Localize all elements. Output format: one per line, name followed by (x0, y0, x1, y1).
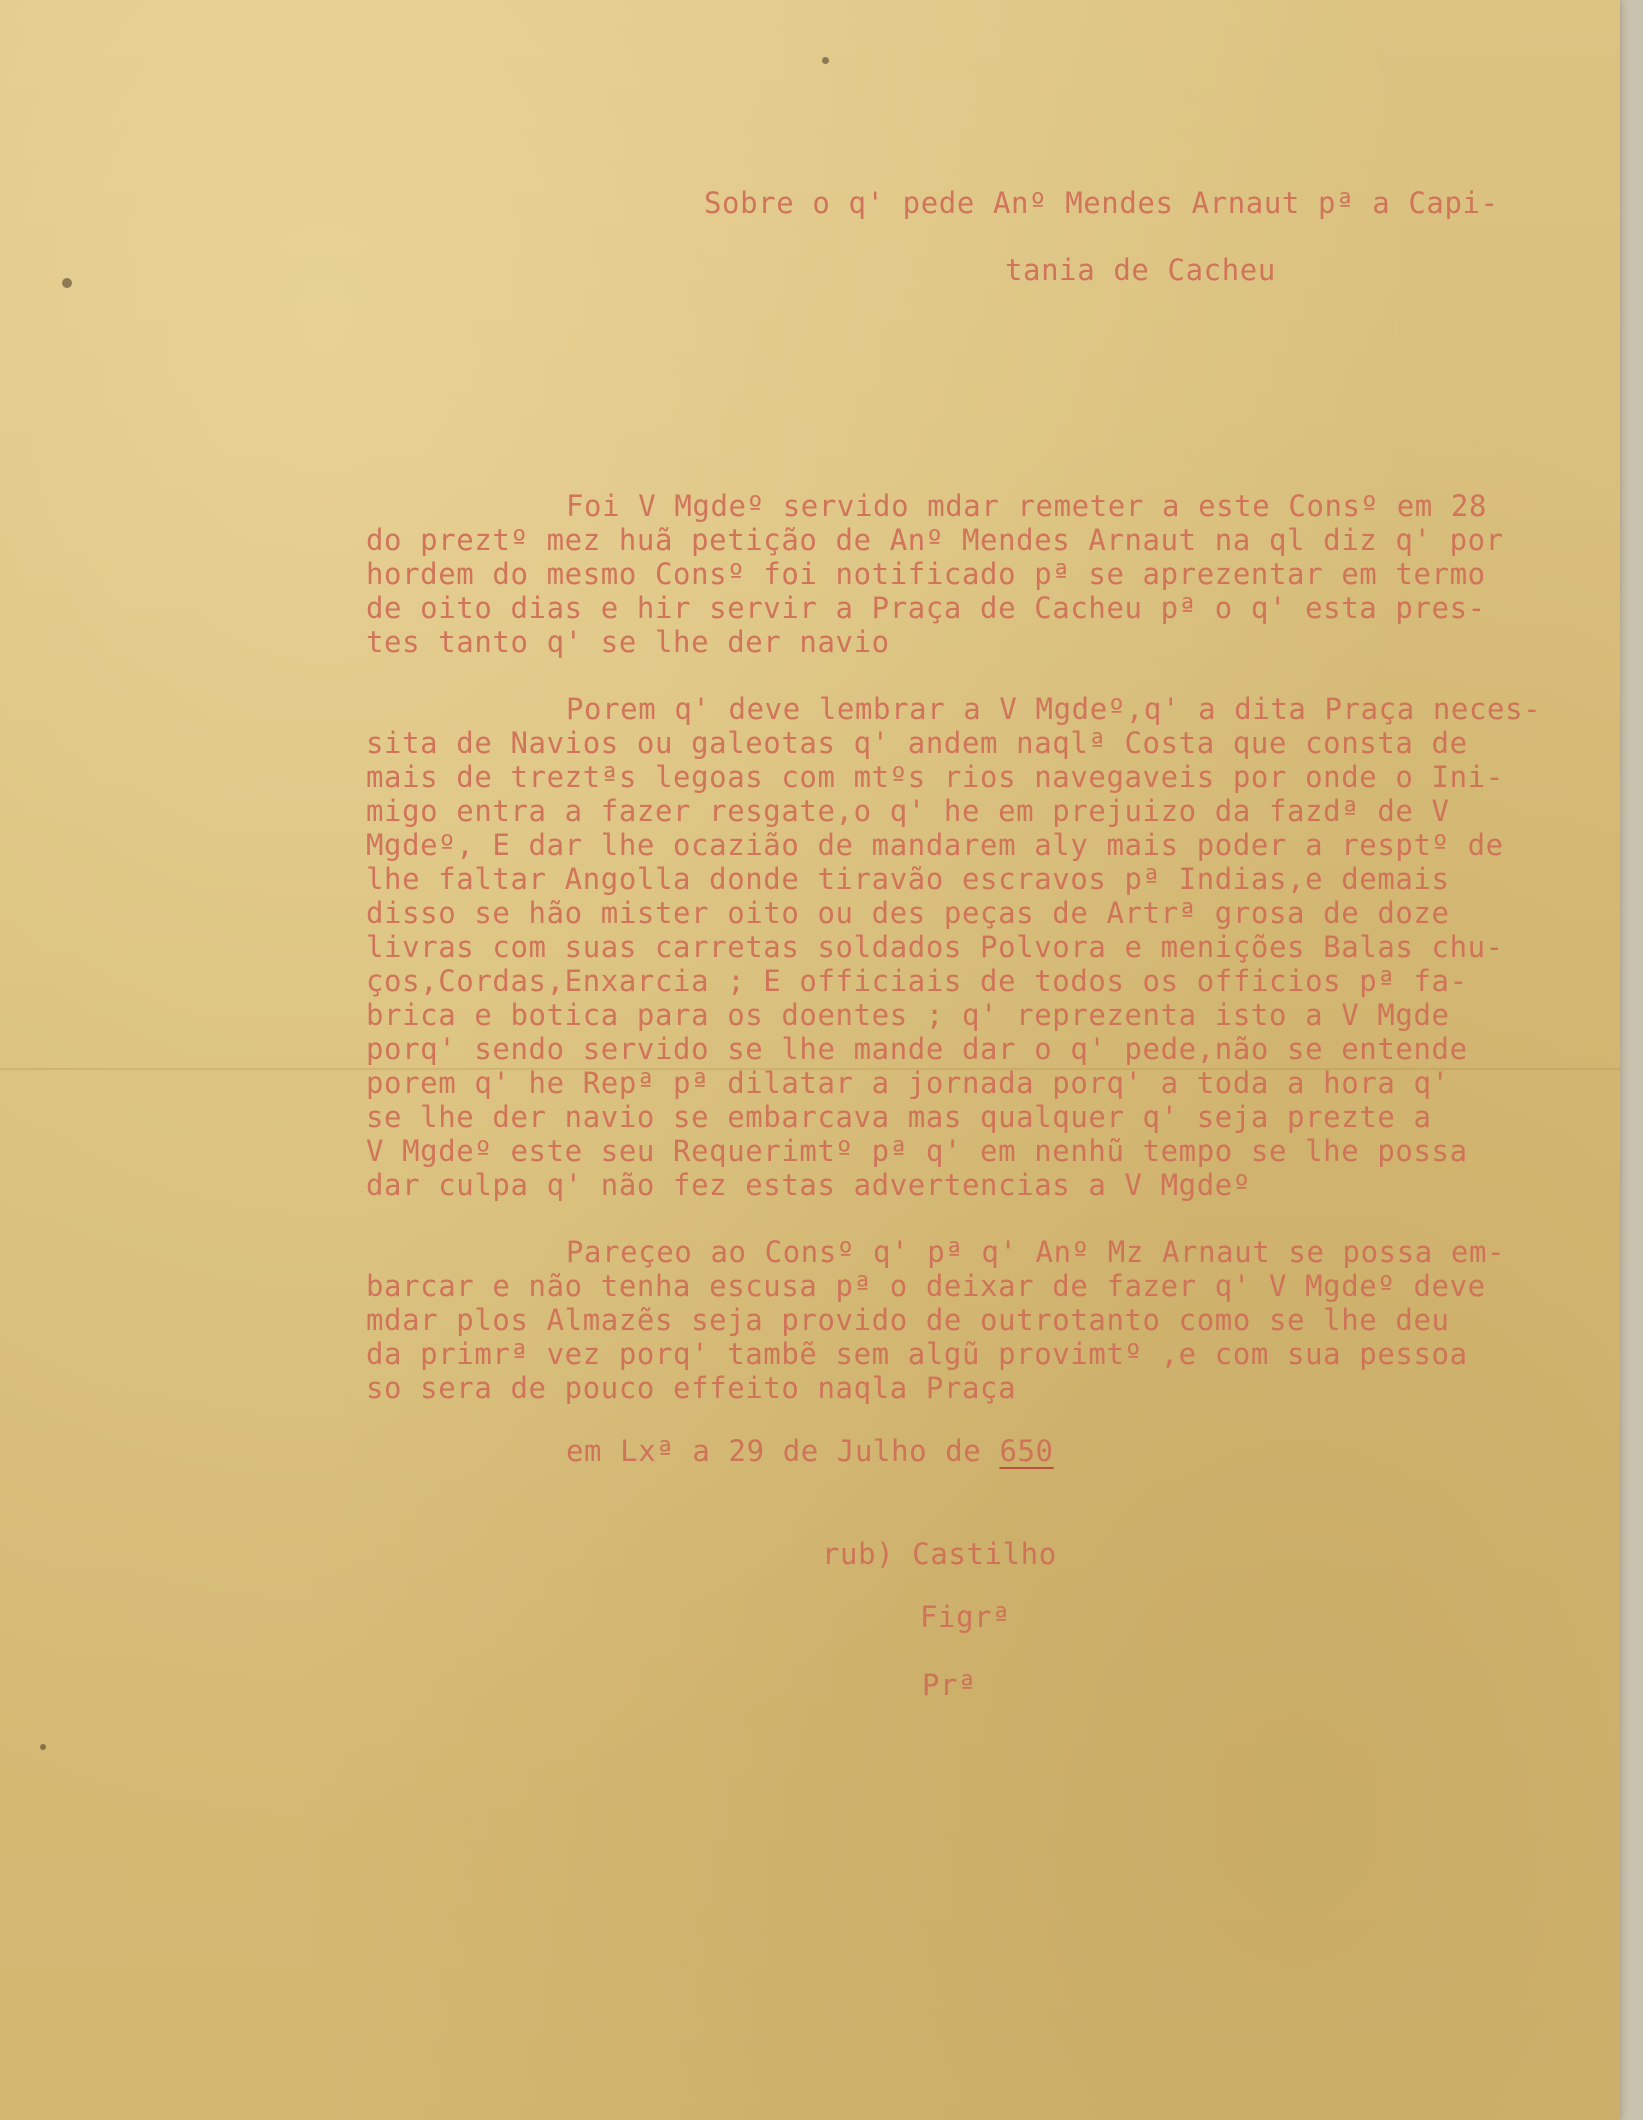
text-line: so sera de pouco effeito naqla Praça (366, 1371, 1017, 1405)
text-line: do preztº mez huã petição de Anº Mendes Arnaut na ql diz q' por (366, 523, 1504, 557)
text-line: brica e botica para os doentes ; q' reprezenta isto a V Mgde (366, 998, 1450, 1032)
text-line: dar culpa q' não fez estas advertencias a V Mgdeº (366, 1168, 1251, 1202)
text-line: ços,Cordas,Enxarcia ; E officiais de todos os officios pª fa- (366, 964, 1468, 998)
signature-castilho: rub) Castilho (822, 1537, 1057, 1571)
date-prefix: em Lxª a 29 de Julho de (566, 1434, 1000, 1468)
text-line: hordem do mesmo Consº foi notificado pª se aprezentar em termo (366, 557, 1486, 591)
text-line: Porem q' deve lembrar a V Mgdeº,q' a dita Praça neces- (566, 692, 1542, 726)
text-line: mais de treztªs legoas com mtºs rios navegaveis por onde o Ini- (366, 760, 1504, 794)
paper-speck (822, 57, 829, 64)
text-line: Mgdeº, E dar lhe ocazião de mandarem aly mais poder a resptº de (366, 828, 1504, 862)
text-line: porq' sendo servido se lhe mande dar o q' pede,não se entende (366, 1032, 1468, 1066)
text-line: porem q' he Repª pª dilatar a jornada porq' a toda a hora q' (366, 1066, 1450, 1100)
text-line: mdar plos Almazẽs seja provido de outrotanto como se lhe deu (366, 1303, 1450, 1337)
text-line: Pareçeo ao Consº q' pª q' Anº Mz Arnaut se possa em- (566, 1235, 1506, 1269)
text-line: migo entra a fazer resgate,o q' he em prejuizo da fazdª de V (366, 794, 1450, 828)
text-line: Foi V Mgdeº servido mdar remeter a este Consº em 28 (566, 489, 1488, 523)
text-line: livras com suas carretas soldados Polvora e menições Balas chu- (366, 930, 1504, 964)
header-line: Sobre o q' pede Anº Mendes Arnaut pª a Capi- (704, 186, 1499, 220)
header-line: tania de Cacheu (1005, 253, 1276, 287)
text-line: barcar e não tenha escusa pª o deixar de fazer q' V Mgdeº deve (366, 1269, 1486, 1303)
text-line: sita de Navios ou galeotas q' andem naqlª Costa que consta de (366, 726, 1468, 760)
signature-pereira: Prª (922, 1668, 977, 1702)
text-line: lhe faltar Angolla donde tiravão escravos pª Indias,e demais (366, 862, 1450, 896)
text-line: disso se hão mister oito ou des peças de Artrª grosa de doze (366, 896, 1450, 930)
text-line: se lhe der navio se embarcava mas qualquer q' seja prezte a (366, 1100, 1432, 1134)
text-line: de oito dias e hir servir a Praça de Cacheu pª o q' esta pres- (366, 591, 1486, 625)
text-line: V Mgdeº este seu Requerimtº pª q' em nenhũ tempo se lhe possa (366, 1134, 1468, 1168)
text-line: tes tanto q' se lhe der navio (366, 625, 890, 659)
signature-figueira: Figrª (920, 1600, 1011, 1634)
date-year: 650 (999, 1434, 1054, 1468)
date-text (566, 1434, 1054, 1468)
binding-hole (40, 1744, 46, 1750)
text-line: da primrª vez porq' tambẽ sem algũ provimtº ,e com sua pessoa (366, 1337, 1468, 1371)
